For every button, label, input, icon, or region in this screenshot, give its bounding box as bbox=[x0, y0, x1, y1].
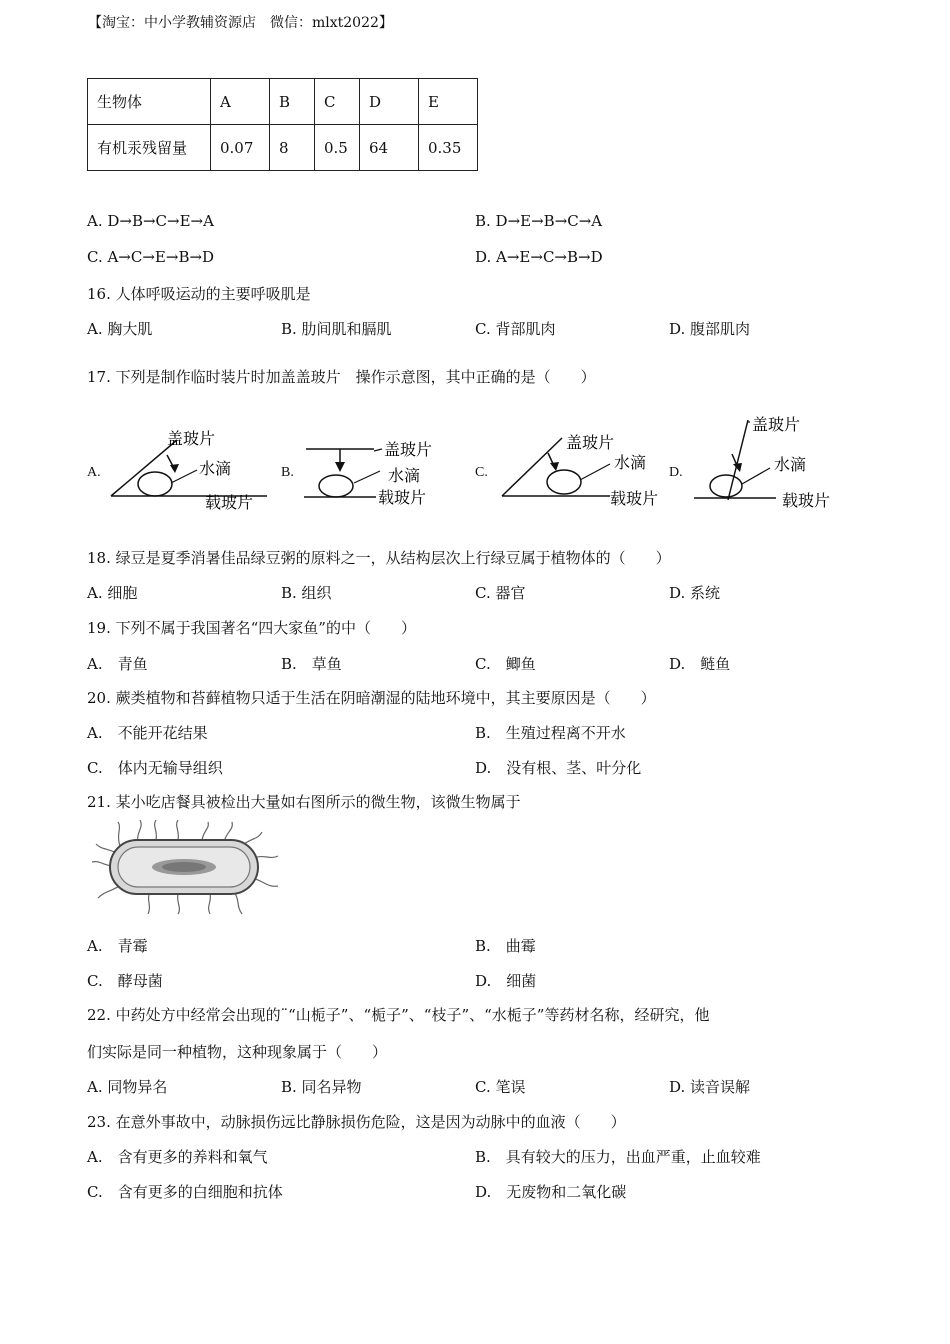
option-c: C. 体内无输导组织 bbox=[87, 759, 223, 777]
option-c: C. 背部肌肉 bbox=[475, 320, 556, 338]
table-cell: C bbox=[315, 79, 360, 125]
option-b: B. 同名异物 bbox=[281, 1078, 362, 1096]
option-d: D. A→E→C→B→D bbox=[475, 248, 603, 266]
question-19-stem: 19. 下列不属于我国著名“四大家鱼”的中（ ） bbox=[87, 619, 416, 637]
table-cell: 8 bbox=[270, 125, 315, 171]
water-drop-label: 水滴 bbox=[199, 459, 232, 478]
question-22-stem-line2: 们实际是同一种植物，这种现象属于（ ） bbox=[87, 1043, 388, 1061]
option-d: D. 读音误解 bbox=[669, 1078, 751, 1096]
option-c: C. 酵母菌 bbox=[87, 972, 163, 990]
cover-slip-label: 盖玻片 bbox=[566, 433, 615, 452]
coverslip-diagram-d bbox=[688, 408, 848, 513]
slide-label: 载玻片 bbox=[610, 489, 659, 508]
figure-letter-b: B. bbox=[281, 465, 294, 480]
slide-label: 载玻片 bbox=[205, 493, 254, 512]
coverslip-diagram-a bbox=[105, 420, 275, 515]
question-21-stem: 21. 某小吃店餐具被检出大量如右图所示的微生物，该微生物属于 bbox=[87, 793, 521, 811]
option-c: C. 器官 bbox=[475, 584, 526, 602]
table-cell: 0.07 bbox=[211, 125, 270, 171]
option-a: A. 细胞 bbox=[87, 584, 138, 602]
table-row bbox=[88, 79, 478, 125]
option-b: B. 生殖过程离不开水 bbox=[475, 724, 626, 742]
option-a: A. 含有更多的养料和氧气 bbox=[87, 1148, 268, 1166]
option-d: D. 腹部肌肉 bbox=[669, 320, 751, 338]
option-b: B. 具有较大的压力，出血严重，止血较难 bbox=[475, 1148, 761, 1166]
option-c: C. 含有更多的白细胞和抗体 bbox=[87, 1183, 283, 1201]
question-17-stem: 17. 下列是制作临时装片时加盖盖玻片 操作示意图，其中正确的是（ ） bbox=[87, 368, 596, 386]
option-d: D. 鲢鱼 bbox=[669, 655, 731, 673]
option-b: B. 草鱼 bbox=[281, 655, 342, 673]
option-a: A. 青霉 bbox=[87, 937, 148, 955]
option-a: A. D→B→C→E→A bbox=[87, 212, 214, 230]
option-d: D. 无废物和二氧化碳 bbox=[475, 1183, 627, 1201]
page-header: 【淘宝：中小学教辅资源店 微信：mlxt2022】 bbox=[88, 15, 393, 31]
water-drop-label: 水滴 bbox=[774, 455, 807, 474]
coverslip-diagram-b bbox=[298, 425, 448, 515]
option-c: C. 鲫鱼 bbox=[475, 655, 536, 673]
question-16-stem: 16. 人体呼吸运动的主要呼吸肌是 bbox=[87, 285, 311, 303]
slide-label: 载玻片 bbox=[378, 488, 427, 507]
table-row bbox=[88, 125, 478, 171]
option-b: B. 肋间肌和膈肌 bbox=[281, 320, 392, 338]
table-cell: 0.5 bbox=[315, 125, 360, 171]
option-d: D. 细菌 bbox=[475, 972, 537, 990]
table-cell: 有机汞残留量 bbox=[88, 125, 211, 171]
figure-letter-d: D. bbox=[669, 465, 683, 480]
water-drop-label: 水滴 bbox=[614, 453, 647, 472]
option-d: D. 系统 bbox=[669, 584, 721, 602]
option-d: D. 没有根、茎、叶分化 bbox=[475, 759, 642, 777]
question-20-stem: 20. 蕨类植物和苔藓植物只适于生活在阴暗潮湿的陆地环境中，其主要原因是（ ） bbox=[87, 689, 656, 707]
option-a: A. 不能开花结果 bbox=[87, 724, 208, 742]
table-cell: E bbox=[419, 79, 478, 125]
table-cell: 64 bbox=[360, 125, 419, 171]
table-cell: A bbox=[211, 79, 270, 125]
option-c: C. 笔误 bbox=[475, 1078, 526, 1096]
question-18-stem: 18. 绿豆是夏季消暑佳品绿豆粥的原料之一，从结构层次上行绿豆属于植物体的（ ） bbox=[87, 549, 671, 567]
question-22-stem-line1: 22. 中药处方中经常会出现的¨“山栀子”、“栀子”、“枝子”、“水栀子”等药材名称，经研究，他 bbox=[87, 1006, 710, 1024]
mercury-residue-table bbox=[87, 78, 478, 171]
water-drop-label: 水滴 bbox=[388, 466, 421, 485]
table-cell: D bbox=[360, 79, 419, 125]
option-b: B. 组织 bbox=[281, 584, 332, 602]
table-cell: 0.35 bbox=[419, 125, 478, 171]
figure-letter-a: A. bbox=[87, 465, 101, 480]
option-b: B. D→E→B→C→A bbox=[475, 212, 603, 230]
coverslip-diagram-c bbox=[492, 420, 667, 515]
bacterium-illustration bbox=[92, 820, 288, 916]
table-cell: 生物体 bbox=[88, 79, 211, 125]
option-a: A. 青鱼 bbox=[87, 655, 148, 673]
question-23-stem: 23. 在意外事故中，动脉损伤远比静脉损伤危险，这是因为动脉中的血液（ ） bbox=[87, 1113, 626, 1131]
cover-slip-label: 盖玻片 bbox=[752, 415, 801, 434]
option-a: A. 胸大肌 bbox=[87, 320, 153, 338]
option-c: C. A→C→E→B→D bbox=[87, 248, 215, 266]
slide-label: 载玻片 bbox=[782, 491, 831, 510]
option-a: A. 同物异名 bbox=[87, 1078, 168, 1096]
option-b: B. 曲霉 bbox=[475, 937, 536, 955]
figure-letter-c: C. bbox=[475, 465, 488, 480]
cover-slip-label: 盖玻片 bbox=[167, 429, 216, 448]
table-cell: B bbox=[270, 79, 315, 125]
cover-slip-label: 盖玻片 bbox=[384, 440, 433, 459]
